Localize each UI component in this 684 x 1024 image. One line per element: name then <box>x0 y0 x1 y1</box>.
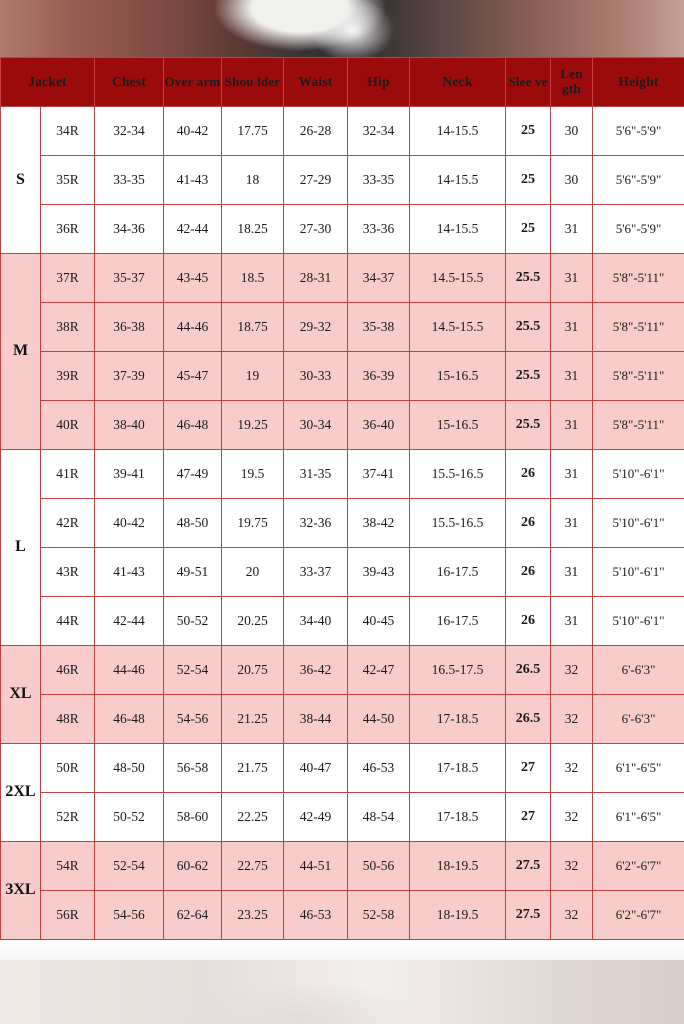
cell-jacket: 52R <box>41 793 95 842</box>
cell-chest: 33-35 <box>95 156 164 205</box>
cell-length: 32 <box>551 695 593 744</box>
cell-hip: 37-41 <box>348 450 410 499</box>
cell-height: 5'10"-6'1" <box>593 548 684 597</box>
cell-hip: 36-39 <box>348 352 410 401</box>
cell-waist: 34-40 <box>284 597 348 646</box>
cell-overarm: 42-44 <box>164 205 222 254</box>
cell-height: 5'8"-5'11" <box>593 401 684 450</box>
table-body <box>1 107 684 940</box>
model-photo-bottom <box>0 960 684 1024</box>
cell-overarm: 56-58 <box>164 744 222 793</box>
cell-waist: 27-29 <box>284 156 348 205</box>
cell-sleeve: 26 <box>506 450 551 499</box>
cell-length: 31 <box>551 401 593 450</box>
cell-neck: 18-19.5 <box>410 891 506 940</box>
cell-overarm: 44-46 <box>164 303 222 352</box>
table-row <box>1 303 684 352</box>
cell-height: 5'8"-5'11" <box>593 352 684 401</box>
cell-jacket: 38R <box>41 303 95 352</box>
cell-sleeve: 25.5 <box>506 254 551 303</box>
cell-length: 32 <box>551 891 593 940</box>
cell-overarm: 52-54 <box>164 646 222 695</box>
column-header-height: Height <box>593 58 684 107</box>
cell-sleeve: 25 <box>506 205 551 254</box>
size-group-label: 2XL <box>1 744 41 842</box>
cell-height: 5'6"-5'9" <box>593 205 684 254</box>
cell-length: 31 <box>551 205 593 254</box>
cell-chest: 44-46 <box>95 646 164 695</box>
cell-shoulder: 21.75 <box>222 744 284 793</box>
cell-waist: 26-28 <box>284 107 348 156</box>
cell-shoulder: 18.75 <box>222 303 284 352</box>
cell-height: 6'-6'3" <box>593 695 684 744</box>
cell-length: 32 <box>551 646 593 695</box>
cell-height: 5'6"-5'9" <box>593 107 684 156</box>
cell-length: 30 <box>551 107 593 156</box>
cell-chest: 36-38 <box>95 303 164 352</box>
cell-length: 31 <box>551 352 593 401</box>
cell-height: 6'1"-6'5" <box>593 744 684 793</box>
cell-neck: 16-17.5 <box>410 597 506 646</box>
cell-jacket: 43R <box>41 548 95 597</box>
cell-shoulder: 19 <box>222 352 284 401</box>
cell-sleeve: 27 <box>506 793 551 842</box>
table-row <box>1 401 684 450</box>
cell-neck: 17-18.5 <box>410 793 506 842</box>
cell-chest: 34-36 <box>95 205 164 254</box>
size-group-label: L <box>1 450 41 646</box>
table-row <box>1 107 684 156</box>
cell-waist: 29-32 <box>284 303 348 352</box>
cell-length: 31 <box>551 450 593 499</box>
model-photo-top <box>0 0 684 58</box>
cell-length: 31 <box>551 548 593 597</box>
cell-waist: 42-49 <box>284 793 348 842</box>
cell-length: 32 <box>551 744 593 793</box>
cell-sleeve: 25.5 <box>506 352 551 401</box>
cell-hip: 33-36 <box>348 205 410 254</box>
cell-shoulder: 19.5 <box>222 450 284 499</box>
cell-height: 5'10"-6'1" <box>593 450 684 499</box>
table-row <box>1 254 684 303</box>
cell-neck: 14-15.5 <box>410 107 506 156</box>
cell-shoulder: 18.25 <box>222 205 284 254</box>
cell-neck: 15-16.5 <box>410 352 506 401</box>
table-row <box>1 548 684 597</box>
cell-jacket: 56R <box>41 891 95 940</box>
cell-overarm: 46-48 <box>164 401 222 450</box>
cell-neck: 17-18.5 <box>410 695 506 744</box>
size-group-label: 3XL <box>1 842 41 940</box>
cell-jacket: 34R <box>41 107 95 156</box>
cell-sleeve: 25.5 <box>506 303 551 352</box>
cell-neck: 15.5-16.5 <box>410 499 506 548</box>
cell-sleeve: 26 <box>506 597 551 646</box>
header-row <box>1 58 684 107</box>
cell-height: 5'10"-6'1" <box>593 597 684 646</box>
cell-hip: 38-42 <box>348 499 410 548</box>
table-row <box>1 646 684 695</box>
cell-jacket: 54R <box>41 842 95 891</box>
cell-waist: 27-30 <box>284 205 348 254</box>
table-row <box>1 695 684 744</box>
cell-jacket: 46R <box>41 646 95 695</box>
cell-waist: 33-37 <box>284 548 348 597</box>
cell-overarm: 50-52 <box>164 597 222 646</box>
cell-overarm: 60-62 <box>164 842 222 891</box>
cell-shoulder: 20 <box>222 548 284 597</box>
cell-waist: 46-53 <box>284 891 348 940</box>
cell-length: 31 <box>551 597 593 646</box>
cell-chest: 42-44 <box>95 597 164 646</box>
cell-neck: 16.5-17.5 <box>410 646 506 695</box>
table-row <box>1 499 684 548</box>
cell-shoulder: 20.75 <box>222 646 284 695</box>
cell-waist: 32-36 <box>284 499 348 548</box>
cell-hip: 34-37 <box>348 254 410 303</box>
cell-jacket: 48R <box>41 695 95 744</box>
cell-hip: 42-47 <box>348 646 410 695</box>
table-row <box>1 744 684 793</box>
cell-length: 32 <box>551 793 593 842</box>
cell-shoulder: 19.75 <box>222 499 284 548</box>
cell-chest: 48-50 <box>95 744 164 793</box>
cell-jacket: 50R <box>41 744 95 793</box>
table-row <box>1 891 684 940</box>
column-header-overarm: Over arm <box>164 58 222 107</box>
column-header-waist: Waist <box>284 58 348 107</box>
cell-sleeve: 26.5 <box>506 646 551 695</box>
cell-shoulder: 22.75 <box>222 842 284 891</box>
cell-waist: 30-33 <box>284 352 348 401</box>
cell-jacket: 35R <box>41 156 95 205</box>
cell-overarm: 40-42 <box>164 107 222 156</box>
cell-hip: 33-35 <box>348 156 410 205</box>
cell-overarm: 54-56 <box>164 695 222 744</box>
cell-shoulder: 20.25 <box>222 597 284 646</box>
table-row <box>1 205 684 254</box>
cell-neck: 14-15.5 <box>410 205 506 254</box>
cell-height: 6'1"-6'5" <box>593 793 684 842</box>
cell-overarm: 47-49 <box>164 450 222 499</box>
cell-hip: 39-43 <box>348 548 410 597</box>
cell-sleeve: 26.5 <box>506 695 551 744</box>
cell-length: 31 <box>551 303 593 352</box>
table-row <box>1 156 684 205</box>
cell-sleeve: 25 <box>506 107 551 156</box>
cell-waist: 44-51 <box>284 842 348 891</box>
cell-waist: 40-47 <box>284 744 348 793</box>
cell-length: 30 <box>551 156 593 205</box>
cell-waist: 31-35 <box>284 450 348 499</box>
size-chart-container <box>0 57 684 940</box>
cell-hip: 52-58 <box>348 891 410 940</box>
cell-height: 5'8"-5'11" <box>593 303 684 352</box>
cell-neck: 14.5-15.5 <box>410 303 506 352</box>
cell-sleeve: 25.5 <box>506 401 551 450</box>
cell-shoulder: 18 <box>222 156 284 205</box>
cell-overarm: 58-60 <box>164 793 222 842</box>
cell-waist: 36-42 <box>284 646 348 695</box>
cell-height: 6'2"-6'7" <box>593 891 684 940</box>
table-row <box>1 597 684 646</box>
cell-shoulder: 21.25 <box>222 695 284 744</box>
cell-hip: 50-56 <box>348 842 410 891</box>
cell-jacket: 40R <box>41 401 95 450</box>
cell-sleeve: 27.5 <box>506 842 551 891</box>
cell-hip: 46-53 <box>348 744 410 793</box>
cell-overarm: 43-45 <box>164 254 222 303</box>
column-header-shoulder: Shou lder <box>222 58 284 107</box>
cell-shoulder: 23.25 <box>222 891 284 940</box>
cell-sleeve: 25 <box>506 156 551 205</box>
column-header-chest: Chest <box>95 58 164 107</box>
cell-waist: 38-44 <box>284 695 348 744</box>
cell-shoulder: 17.75 <box>222 107 284 156</box>
cell-chest: 38-40 <box>95 401 164 450</box>
cell-length: 31 <box>551 254 593 303</box>
cell-jacket: 36R <box>41 205 95 254</box>
cell-waist: 28-31 <box>284 254 348 303</box>
cell-overarm: 41-43 <box>164 156 222 205</box>
column-header-hip: Hip <box>348 58 410 107</box>
cell-neck: 15.5-16.5 <box>410 450 506 499</box>
cell-neck: 16-17.5 <box>410 548 506 597</box>
cell-chest: 40-42 <box>95 499 164 548</box>
cell-chest: 39-41 <box>95 450 164 499</box>
cell-overarm: 49-51 <box>164 548 222 597</box>
table-row <box>1 352 684 401</box>
cell-overarm: 62-64 <box>164 891 222 940</box>
cell-height: 5'8"-5'11" <box>593 254 684 303</box>
table-row <box>1 450 684 499</box>
cell-sleeve: 27.5 <box>506 891 551 940</box>
table-header <box>1 58 684 107</box>
size-chart-table <box>0 57 684 940</box>
cell-neck: 17-18.5 <box>410 744 506 793</box>
cell-hip: 40-45 <box>348 597 410 646</box>
cell-height: 6'2"-6'7" <box>593 842 684 891</box>
cell-sleeve: 26 <box>506 499 551 548</box>
column-header-neck: Neck <box>410 58 506 107</box>
cell-neck: 14.5-15.5 <box>410 254 506 303</box>
cell-overarm: 45-47 <box>164 352 222 401</box>
cell-height: 5'6"-5'9" <box>593 156 684 205</box>
cell-shoulder: 18.5 <box>222 254 284 303</box>
cell-overarm: 48-50 <box>164 499 222 548</box>
cell-waist: 30-34 <box>284 401 348 450</box>
cell-sleeve: 27 <box>506 744 551 793</box>
cell-jacket: 42R <box>41 499 95 548</box>
size-group-label: XL <box>1 646 41 744</box>
cell-hip: 48-54 <box>348 793 410 842</box>
cell-hip: 44-50 <box>348 695 410 744</box>
column-header-sleeve: Slee ve <box>506 58 551 107</box>
cell-jacket: 41R <box>41 450 95 499</box>
cell-shoulder: 22.25 <box>222 793 284 842</box>
cell-hip: 32-34 <box>348 107 410 156</box>
column-header-length: Len gth <box>551 58 593 107</box>
table-row <box>1 793 684 842</box>
cell-height: 5'10"-6'1" <box>593 499 684 548</box>
table-row <box>1 842 684 891</box>
cell-hip: 35-38 <box>348 303 410 352</box>
cell-neck: 15-16.5 <box>410 401 506 450</box>
cell-chest: 32-34 <box>95 107 164 156</box>
size-group-label: S <box>1 107 41 254</box>
cell-chest: 35-37 <box>95 254 164 303</box>
cell-chest: 37-39 <box>95 352 164 401</box>
cell-length: 31 <box>551 499 593 548</box>
cell-shoulder: 19.25 <box>222 401 284 450</box>
column-header-jacket: Jacket <box>1 58 95 107</box>
cell-chest: 46-48 <box>95 695 164 744</box>
cell-jacket: 44R <box>41 597 95 646</box>
size-group-label: M <box>1 254 41 450</box>
cell-jacket: 37R <box>41 254 95 303</box>
cell-chest: 54-56 <box>95 891 164 940</box>
cell-neck: 18-19.5 <box>410 842 506 891</box>
cell-height: 6'-6'3" <box>593 646 684 695</box>
cell-hip: 36-40 <box>348 401 410 450</box>
cell-chest: 52-54 <box>95 842 164 891</box>
cell-jacket: 39R <box>41 352 95 401</box>
cell-neck: 14-15.5 <box>410 156 506 205</box>
cell-length: 32 <box>551 842 593 891</box>
cell-chest: 50-52 <box>95 793 164 842</box>
cell-chest: 41-43 <box>95 548 164 597</box>
cell-sleeve: 26 <box>506 548 551 597</box>
